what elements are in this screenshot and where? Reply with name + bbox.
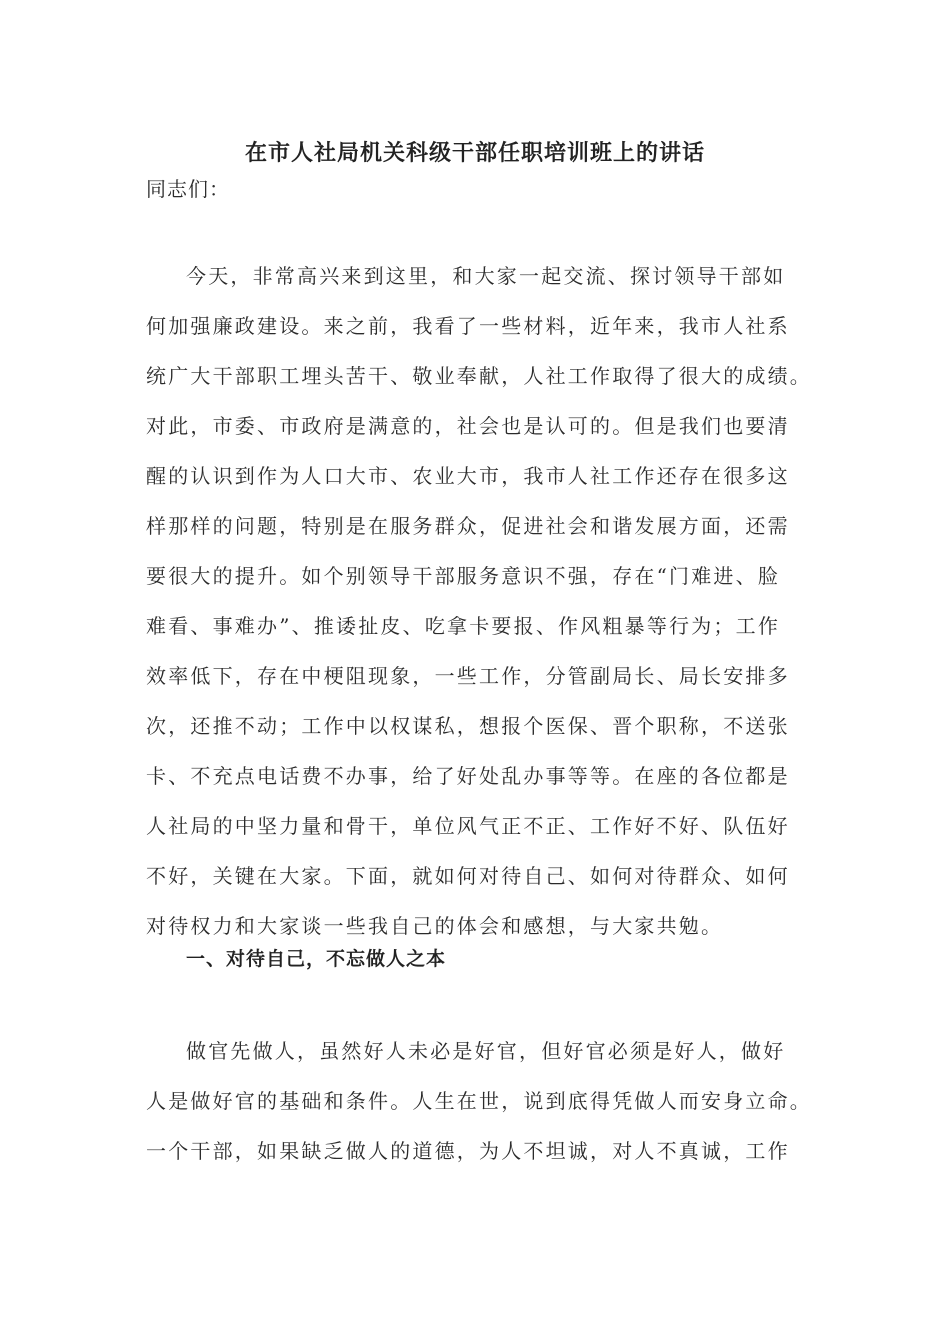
paragraph-1: [146, 251, 836, 951]
paragraph-line: 对此，市委、市政府是满意的，社会也是认可的。但是我们也要清: [146, 414, 790, 438]
salutation: 同志们：: [146, 177, 230, 201]
paragraph-line: 一个干部，如果缺乏做人的道德，为人不坦诚，对人不真诚，工作: [146, 1139, 790, 1163]
section-heading: 一、对待自己，不忘做人之本: [186, 948, 447, 970]
paragraph-line: 样那样的问题，特别是在服务群众，促进社会和谐发展方面，还需: [146, 514, 790, 538]
paragraph-line: 要很大的提升。如个别领导干部服务意识不强，存在“门难进、脸: [146, 564, 781, 588]
paragraph-line: 效率低下，存在中梗阻现象，一些工作，分管副局长、局长安排多: [146, 664, 790, 688]
paragraph-2: [146, 1026, 836, 1176]
paragraph-line: 不好，关键在大家。下面，就如何对待自己、如何对待群众、如何: [146, 864, 790, 888]
paragraph-line: 统广大干部职工埋头苦干、敬业奉献，人社工作取得了很大的成绩。: [146, 364, 812, 388]
paragraph-line: 何加强廉政建设。来之前，我看了一些材料，近年来，我市人社系: [146, 314, 790, 338]
paragraph-line: 今天，非常高兴来到这里，和大家一起交流、探讨领导干部如: [186, 264, 786, 288]
paragraph-line: 对待权力和大家谈一些我自己的体会和感想，与大家共勉。: [146, 914, 724, 938]
paragraph-line: 醒的认识到作为人口大市、农业大市，我市人社工作还存在很多这: [146, 464, 790, 488]
document-title: 在市人社局机关科级干部任职培训班上的讲话: [244, 141, 705, 166]
paragraph-line: 难看、事难办”、推诿扯皮、吃拿卡要报、作风粗暴等行为；工作: [146, 614, 781, 638]
paragraph-line: 人社局的中坚力量和骨干，单位风气正不正、工作好不好、队伍好: [146, 814, 790, 838]
paragraph-line: 人是做好官的基础和条件。人生在世，说到底得凭做人而安身立命。: [146, 1089, 812, 1113]
paragraph-line: 做官先做人，虽然好人未必是好官，但好官必须是好人，做好: [186, 1039, 786, 1063]
paragraph-line: 卡、不充点电话费不办事，给了好处乱办事等等。在座的各位都是: [146, 764, 790, 788]
paragraph-line: 次，还推不动；工作中以权谋私，想报个医保、晋个职称，不送张: [146, 714, 790, 738]
